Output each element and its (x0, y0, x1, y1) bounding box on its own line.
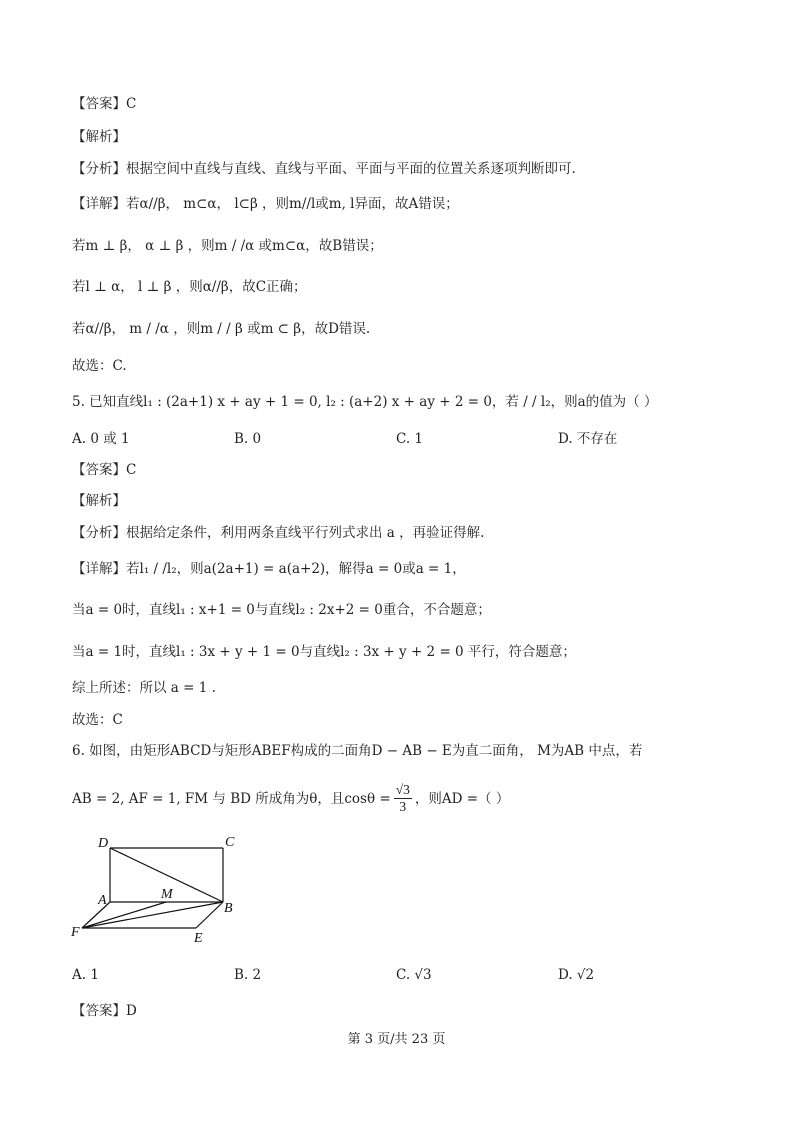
q4-detail-d: 若α//β， m / /α ，则m / / β 或m ⊂ β，故D错误. (72, 321, 371, 337)
q5-answer: 【答案】C (72, 462, 137, 478)
q4-detail-a: 【详解】若α//β， m⊂α， l⊂β ，则m//l或m, l异面，故A错误； (72, 196, 459, 212)
q6-figure (68, 830, 248, 950)
label-m: M (161, 887, 173, 902)
q6-option-c: C. √3 (396, 967, 432, 983)
label-e: E (194, 931, 203, 946)
q6-option-b: B. 2 (234, 967, 262, 983)
label-b: B (224, 901, 233, 916)
q5-option-b: B. 0 (234, 431, 262, 447)
q5-detail-2: 当a = 0时，直线l₁ : x+1 = 0与直线l₂ : 2x+2 = 0重合，不合题意； (72, 602, 491, 618)
q4-analysis: 【分析】根据空间中直线与直线、直线与平面、平面与平面的位置关系逐项判断即可. (72, 161, 576, 177)
q6-option-d: D. √2 (558, 967, 595, 983)
label-a: A (98, 893, 107, 908)
q5-detail-1: 【详解】若l₁ / /l₂，则a(2a+1) = a(a+2)，解得a = 0或a = 1， (72, 561, 466, 577)
q4-jiexi: 【解析】 (72, 129, 126, 145)
q6-stem-line1: 6. 如图，由矩形ABCD与矩形ABEF构成的二面角D − AB − E为直二面角， M为AB 中点，若 (72, 743, 643, 759)
q4-detail-b: 若m ⊥ β， α ⊥ β ，则m / /α 或m⊂α，故B错误； (72, 238, 383, 254)
q6-stem-line2-tail: ，则AD =（ ） (414, 790, 510, 807)
q6-stem-line2 (72, 782, 509, 815)
q6-option-a: A. 1 (72, 967, 99, 983)
q5-jiexi: 【解析】 (72, 493, 126, 509)
q6-stem-line2-text: AB = 2, AF = 1, FM 与 BD 所成角为θ，且cosθ = (72, 790, 391, 807)
q5-detail-4: 综上所述：所以 a = 1 . (72, 680, 216, 696)
q5-choose: 故选：C (72, 712, 123, 728)
q4-choose: 故选：C. (72, 358, 127, 374)
cos-fraction (394, 782, 412, 815)
label-d: D (98, 836, 109, 851)
cos-fraction-numerator: √3 (395, 782, 410, 797)
q5-detail-3: 当a = 1时，直线l₁ : 3x + y + 1 = 0与直线l₂ : 3x + y + 2 = 0 平行，符合题意； (72, 644, 576, 660)
q4-answer: 【答案】C (72, 96, 137, 112)
q4-detail-c: 若l ⊥ α， l ⊥ β ，则α//β，故C正确； (72, 279, 307, 295)
page-footer: 第 3 页/共 23 页 (347, 1032, 446, 1047)
cos-fraction-denominator: 3 (399, 799, 407, 814)
q5-option-d: D. 不存在 (558, 431, 618, 447)
q6-answer: 【答案】D (72, 1003, 137, 1019)
label-f: F (71, 925, 80, 940)
q5-option-a: A. 0 或 1 (72, 431, 130, 447)
q5-stem: 5. 已知直线l₁ : (2a+1) x + ay + 1 = 0, l₂ : (a+2) x + ay + 2 = 0，若 / / l₂，则a的值为（ ） (72, 394, 658, 410)
q5-option-c: C. 1 (396, 431, 424, 447)
label-c: C (225, 835, 235, 850)
q5-analysis: 【分析】根据给定条件，利用两条直线平行列式求出 a ，再验证得解. (72, 525, 485, 541)
